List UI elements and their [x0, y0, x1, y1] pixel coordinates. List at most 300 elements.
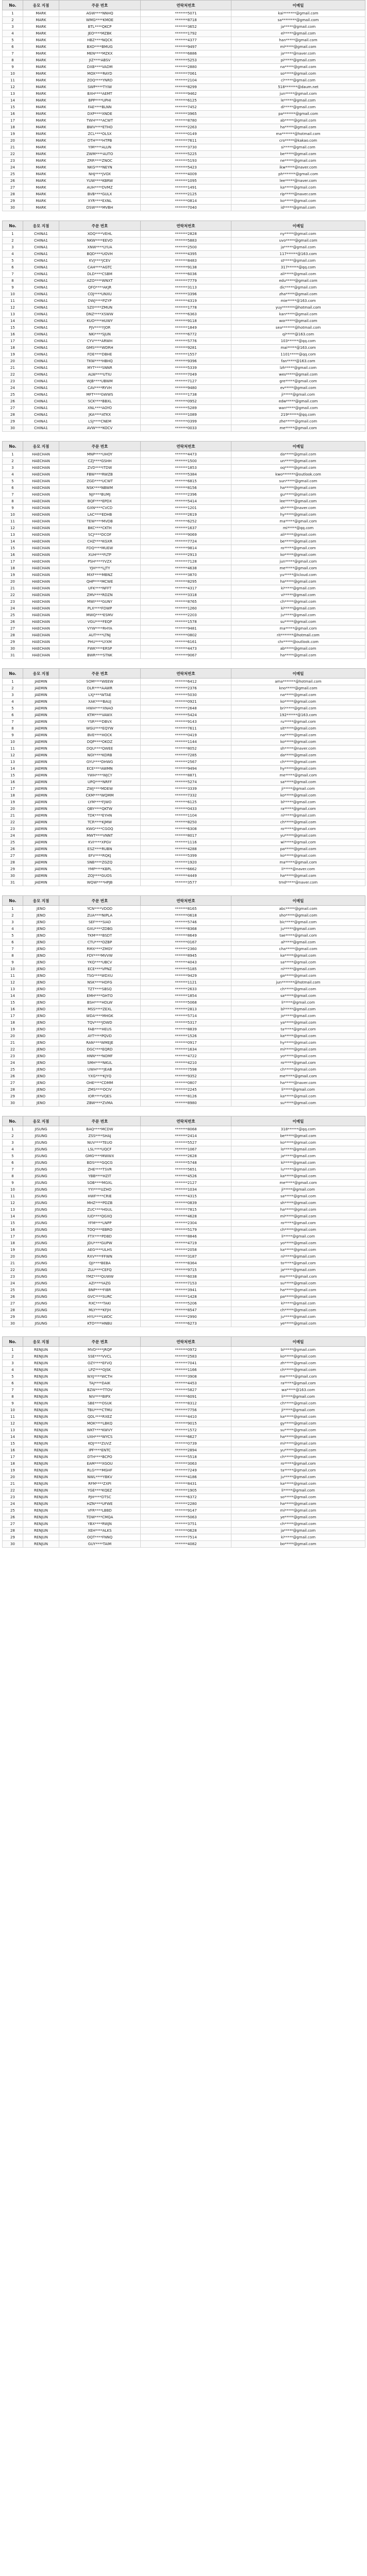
table-row: [3, 1387, 365, 1394]
phone-cell: *******8068: [141, 1126, 231, 1133]
region-cell: JENO: [23, 1006, 59, 1013]
row-number: 11: [3, 518, 23, 525]
email-cell: ka*****@gmail.com: [231, 1247, 365, 1253]
region-cell: JENO: [23, 1087, 59, 1093]
row-number: 15: [3, 1220, 23, 1227]
row-number: 30: [3, 1100, 23, 1107]
region-cell: JISUNG: [23, 1220, 59, 1227]
table-row: [3, 959, 365, 966]
table-row: [3, 819, 365, 826]
order-number-cell: LSJ****CNEM: [59, 418, 141, 425]
winner-table-jeno: [2, 895, 365, 1107]
region-cell: RENJUN: [23, 1521, 59, 1528]
header-order-number: 주문 번호: [59, 442, 141, 451]
phone-cell: *******3965: [141, 111, 231, 117]
phone-cell: *******9015: [141, 1420, 231, 1427]
region-cell: JAEMIN: [23, 799, 59, 806]
email-cell: li*****@naver.com: [231, 866, 365, 873]
email-cell: yu*****@icloud.com: [231, 572, 365, 579]
email-cell: wes*****@gmail.com: [231, 371, 365, 378]
table-header-row: [3, 221, 365, 231]
phone-cell: *******5068: [141, 999, 231, 1006]
email-cell: 219******@qq.com: [231, 412, 365, 418]
phone-cell: *******3908: [141, 1374, 231, 1380]
table-row: [3, 1274, 365, 1280]
order-number-cell: TSG****WDXU: [59, 973, 141, 979]
region-cell: CHINA1: [23, 298, 59, 304]
phone-cell: *******7611: [141, 725, 231, 732]
row-number: 9: [3, 505, 23, 512]
table-row: [3, 378, 365, 385]
row-number: 23: [3, 1274, 23, 1280]
email-cell: uvo*****@gmail.com: [231, 238, 365, 244]
header-email: 이메일: [231, 1337, 365, 1347]
email-cell: ny*****@gmail.com: [231, 231, 365, 238]
row-number: 30: [3, 873, 23, 879]
order-number-cell: EAM****XGOU: [59, 1461, 141, 1467]
table-row: [3, 1193, 365, 1200]
phone-cell: *******2583: [141, 1353, 231, 1360]
table-row: [3, 652, 365, 659]
row-number: 3: [3, 465, 23, 471]
order-number-cell: UFK****NFFT: [59, 585, 141, 592]
table-row: [3, 879, 365, 886]
phone-cell: *******1067: [141, 1146, 231, 1153]
email-cell: bri*****@gmail.com: [231, 705, 365, 712]
region-cell: JAEMIN: [23, 699, 59, 705]
order-number-cell: IOR****VQES: [59, 1093, 141, 1100]
table-row: [3, 866, 365, 873]
region-cell: RENJUN: [23, 1461, 59, 1467]
table-row: [3, 171, 365, 178]
winner-table-mark: [2, 0, 365, 211]
email-cell: yu*****@gmail.com: [231, 833, 365, 839]
phone-cell: *******2567: [141, 759, 231, 766]
email-cell: ha*****@naver.com: [231, 1080, 365, 1087]
phone-cell: *******6886: [141, 50, 231, 57]
order-number-cell: ZRR****ZNOC: [59, 158, 141, 164]
table-row: [3, 124, 365, 131]
region-cell: HAECHAN: [23, 579, 59, 585]
order-number-cell: MEN****MZKX: [59, 50, 141, 57]
row-number: 9: [3, 1180, 23, 1187]
order-number-cell: BVB****GULX: [59, 191, 141, 198]
table-row: [3, 1407, 365, 1414]
table-row: [3, 565, 365, 572]
phone-cell: *******5746: [141, 919, 231, 926]
order-number-cell: HWF****CRIE: [59, 1193, 141, 1200]
region-cell: HAECHAN: [23, 492, 59, 498]
phone-cell: *******9118: [141, 318, 231, 325]
table-row: [3, 685, 365, 692]
table-row: [3, 425, 365, 432]
row-number: 14: [3, 1434, 23, 1440]
region-cell: JENO: [23, 959, 59, 966]
order-number-cell: SEF****SIAD: [59, 919, 141, 926]
email-cell: bo*****@gmail.com: [231, 1541, 365, 1548]
email-cell: wi*****@gmail.com: [231, 839, 365, 846]
region-cell: JENO: [23, 939, 59, 946]
row-number: 6: [3, 485, 23, 492]
row-number: 15: [3, 325, 23, 331]
order-number-cell: CTU****OZBP: [59, 939, 141, 946]
header-no: No.: [3, 1, 23, 10]
table-row: [3, 398, 365, 405]
header-region: 응모 지점: [23, 221, 59, 231]
email-cell: so*****@gmail.com: [231, 1494, 365, 1501]
order-number-cell: EMH****GHTO: [59, 993, 141, 999]
email-cell: wor*****@gmail.com: [231, 318, 365, 325]
table-row: [3, 358, 365, 365]
table-row: [3, 184, 365, 191]
region-cell: JAEMIN: [23, 745, 59, 752]
phone-cell: *******4410: [141, 1414, 231, 1420]
table-row: [3, 1173, 365, 1180]
table-row: [3, 10, 365, 17]
table-row: [3, 1166, 365, 1173]
region-cell: JENO: [23, 1060, 59, 1066]
phone-cell: *******9069: [141, 532, 231, 538]
row-number: 1: [3, 906, 23, 912]
table-row: [3, 705, 365, 712]
region-cell: RENJUN: [23, 1427, 59, 1434]
row-number: 23: [3, 599, 23, 605]
row-number: 3: [3, 1360, 23, 1367]
region-cell: HAECHAN: [23, 538, 59, 545]
order-number-cell: AZI****IAZG: [59, 1280, 141, 1287]
order-number-cell: XUH****FLTP: [59, 552, 141, 558]
phone-cell: *******1557: [141, 351, 231, 358]
phone-cell: *******1572: [141, 1427, 231, 1434]
row-number: 2: [3, 17, 23, 24]
row-number: 30: [3, 1320, 23, 1327]
table-row: [3, 732, 365, 739]
region-cell: MARK: [23, 30, 59, 37]
table-row: [3, 30, 365, 37]
email-cell: me*****@gmail.com: [231, 1180, 365, 1187]
email-cell: ki*****@gmail.com: [231, 1300, 365, 1307]
order-number-cell: ZMV****RDZN: [59, 592, 141, 599]
table-row: [3, 1474, 365, 1481]
order-number-cell: NIV****BIPX: [59, 1394, 141, 1400]
region-cell: HAECHAN: [23, 552, 59, 558]
table-row: [3, 1467, 365, 1474]
region-cell: CHINA1: [23, 418, 59, 425]
row-number: 23: [3, 158, 23, 164]
region-cell: JAEMIN: [23, 739, 59, 745]
email-cell: ma*****@gmail.com: [231, 859, 365, 866]
email-cell: dic*****@gmail.com: [231, 284, 365, 291]
phone-cell: *******2628: [141, 1153, 231, 1160]
region-cell: MARK: [23, 57, 59, 64]
phone-cell: *******5063: [141, 1514, 231, 1521]
table-row: [3, 71, 365, 77]
order-number-cell: LYM****FJWO: [59, 799, 141, 806]
phone-cell: *******8839: [141, 1026, 231, 1033]
row-number: 4: [3, 30, 23, 37]
region-cell: JISUNG: [23, 1126, 59, 1133]
region-cell: RENJUN: [23, 1347, 59, 1353]
table-row: [3, 138, 365, 144]
row-number: 29: [3, 1314, 23, 1320]
email-cell: yo*****@gmail.com: [231, 1053, 365, 1060]
table-row: [3, 1093, 365, 1100]
header-email: 이메일: [231, 896, 365, 906]
region-cell: JISUNG: [23, 1200, 59, 1207]
email-cell: 1101*****@qq.com: [231, 351, 365, 358]
region-cell: MARK: [23, 64, 59, 71]
table-row: [3, 1320, 365, 1327]
region-cell: HAECHAN: [23, 485, 59, 492]
order-number-cell: WGU****EQYW: [59, 725, 141, 732]
order-number-cell: ZBW****ZVMA: [59, 1100, 141, 1107]
table-header-row: [3, 1, 365, 10]
region-cell: JAEMIN: [23, 712, 59, 719]
phone-cell: *******5289: [141, 405, 231, 412]
region-cell: MARK: [23, 24, 59, 30]
order-number-cell: CAH****AGTC: [59, 264, 141, 271]
phone-cell: *******9143: [141, 719, 231, 725]
region-cell: CHINA1: [23, 264, 59, 271]
phone-cell: *******5424: [141, 712, 231, 719]
order-number-cell: ZWJ****MDEW: [59, 786, 141, 792]
phone-cell: *******2414: [141, 1133, 231, 1140]
table-row: [3, 512, 365, 518]
row-number: 4: [3, 1367, 23, 1374]
order-number-cell: BXH****AEMT: [59, 91, 141, 97]
email-cell: mai*****@163.com: [231, 345, 365, 351]
row-number: 17: [3, 786, 23, 792]
row-number: 2: [3, 238, 23, 244]
row-number: 26: [3, 619, 23, 625]
table-row: [3, 158, 365, 164]
email-cell: kan*****@gmail.com: [231, 311, 365, 318]
table-row: [3, 258, 365, 264]
region-cell: JENO: [23, 1040, 59, 1046]
order-number-cell: RAN****WMEJE: [59, 1040, 141, 1046]
region-cell: JISUNG: [23, 1287, 59, 1294]
row-number: 30: [3, 425, 23, 432]
phone-cell: *******5071: [141, 10, 231, 17]
phone-cell: *******4082: [141, 1541, 231, 1548]
row-number: 28: [3, 1087, 23, 1093]
region-cell: CHINA1: [23, 331, 59, 338]
region-cell: JAEMIN: [23, 812, 59, 819]
table-row: [3, 986, 365, 993]
phone-cell: *******3941: [141, 1287, 231, 1294]
email-cell: ab*****@gmail.com: [231, 117, 365, 124]
order-number-cell: MWI****GUNY: [59, 599, 141, 605]
row-number: 24: [3, 833, 23, 839]
row-number: 19: [3, 799, 23, 806]
email-cell: sit*****@gmail.com: [231, 725, 365, 732]
row-number: 13: [3, 532, 23, 538]
order-number-cell: RLG****MGHF: [59, 1467, 141, 1474]
phone-cell: *******1854: [141, 993, 231, 999]
email-cell: ro*****@gmail.com: [231, 1461, 365, 1467]
order-number-cell: ECE****VPNZ: [59, 966, 141, 973]
email-cell: abc*****@gmail.com: [231, 906, 365, 912]
region-cell: JAEMIN: [23, 779, 59, 786]
table-row: [3, 144, 365, 151]
table-row: [3, 318, 365, 325]
table-row: [3, 1367, 365, 1374]
winner-table-renjun: [2, 1336, 365, 1548]
row-number: 9: [3, 959, 23, 966]
email-cell: ama*******@hotmail.com: [231, 679, 365, 685]
phone-cell: *******1637: [141, 525, 231, 532]
region-cell: HAECHAN: [23, 558, 59, 565]
email-cell: ko*****@gmail.com: [231, 198, 365, 205]
region-cell: JISUNG: [23, 1213, 59, 1220]
table-row: [3, 304, 365, 311]
region-cell: JISUNG: [23, 1267, 59, 1274]
order-number-cell: BNP****FIBR: [59, 1287, 141, 1294]
row-number: 21: [3, 812, 23, 819]
order-number-cell: KTM****VAWX: [59, 712, 141, 719]
region-cell: CHINA1: [23, 311, 59, 318]
phone-cell: *******5206: [141, 1300, 231, 1307]
region-cell: MARK: [23, 138, 59, 144]
row-number: 4: [3, 1146, 23, 1153]
table-row: [3, 371, 365, 378]
email-cell: me*****@gmail.com: [231, 425, 365, 432]
phone-cell: *******2990: [141, 1314, 231, 1320]
email-cell: ha*****@gmail.com: [231, 1434, 365, 1440]
order-number-cell: DQU****QWEE: [59, 745, 141, 752]
table-row: [3, 325, 365, 331]
row-number: 28: [3, 859, 23, 866]
phone-cell: *******8312: [141, 1400, 231, 1407]
order-number-cell: DXP****XNDE: [59, 111, 141, 117]
order-number-cell: BWV****ETHO: [59, 124, 141, 131]
table-row: [3, 91, 365, 97]
row-number: 27: [3, 184, 23, 191]
table-row: [3, 599, 365, 605]
region-cell: JAEMIN: [23, 725, 59, 732]
email-cell: rit*******@hotmail.com: [231, 632, 365, 639]
region-cell: JENO: [23, 946, 59, 953]
phone-cell: *******3751: [141, 1521, 231, 1528]
region-cell: JENO: [23, 986, 59, 993]
phone-cell: *******4722: [141, 1053, 231, 1060]
row-number: 23: [3, 1053, 23, 1060]
email-cell: gu*****@gmail.com: [231, 492, 365, 498]
order-number-cell: TZT****SBSQ: [59, 986, 141, 993]
phone-cell: *******3063: [141, 1461, 231, 1467]
phone-cell: *******8431: [141, 1481, 231, 1487]
region-cell: MARK: [23, 50, 59, 57]
region-cell: HAECHAN: [23, 525, 59, 532]
header-phone: 연락처번호: [141, 669, 231, 679]
table-row: [3, 1300, 365, 1307]
region-cell: HAECHAN: [23, 518, 59, 525]
region-cell: MARK: [23, 84, 59, 91]
table-row: [3, 799, 365, 806]
order-number-cell: SOB****MGXL: [59, 1180, 141, 1187]
order-number-cell: LPZ****OJSK: [59, 1367, 141, 1374]
phone-cell: *******1428: [141, 1294, 231, 1300]
row-number: 26: [3, 1514, 23, 1521]
email-cell: ja*****@gmail.com: [231, 1267, 365, 1274]
phone-cell: *******7598: [141, 1066, 231, 1073]
order-number-cell: VGU****FEQP: [59, 619, 141, 625]
table-row: [3, 585, 365, 592]
row-number: 12: [3, 304, 23, 311]
row-number: 22: [3, 371, 23, 378]
email-cell: ji*****@gmail.com: [231, 392, 365, 398]
phone-cell: *******9067: [141, 652, 231, 659]
table-row: [3, 725, 365, 732]
row-number: 29: [3, 418, 23, 425]
row-number: 16: [3, 1227, 23, 1233]
phone-cell: *******0433: [141, 806, 231, 812]
row-number: 15: [3, 772, 23, 779]
table-row: [3, 853, 365, 859]
table-row: [3, 1126, 365, 1133]
row-number: 16: [3, 552, 23, 558]
row-number: 27: [3, 405, 23, 412]
table-row: [3, 1220, 365, 1227]
order-number-cell: PSH****YVZX: [59, 558, 141, 565]
phone-cell: *******6273: [141, 1320, 231, 1327]
order-number-cell: KWG****CGOQ: [59, 826, 141, 833]
phone-cell: *******5714: [141, 1013, 231, 1020]
table-row: [3, 812, 365, 819]
header-region: 응모 지점: [23, 1, 59, 10]
row-number: 19: [3, 1247, 23, 1253]
region-cell: JISUNG: [23, 1153, 59, 1160]
header-order-number: 주문 번호: [59, 1337, 141, 1347]
phone-cell: *******0399: [141, 418, 231, 425]
order-number-cell: XAK****BAUJ: [59, 699, 141, 705]
phone-cell: *******0952: [141, 398, 231, 405]
email-cell: ch*****@gmail.com: [231, 759, 365, 766]
table-row: [3, 1394, 365, 1400]
order-number-cell: DTH****HTPB: [59, 138, 141, 144]
region-cell: JENO: [23, 1020, 59, 1026]
email-cell: ko*****@gmail.com: [231, 1140, 365, 1146]
email-cell: be*****@gmail.com: [231, 151, 365, 158]
order-number-cell: NWL****YBKV: [59, 1474, 141, 1481]
row-number: 17: [3, 1013, 23, 1020]
email-cell: edw*****@gmail.com: [231, 398, 365, 405]
table-row: [3, 552, 365, 558]
order-number-cell: WJB****UBWM: [59, 378, 141, 385]
table-row: [3, 1440, 365, 1447]
email-cell: st*****@gmail.com: [231, 258, 365, 264]
table-row: [3, 1020, 365, 1026]
table-row: [3, 933, 365, 939]
region-cell: MARK: [23, 44, 59, 50]
email-cell: mi*****@gmail.com: [231, 1507, 365, 1514]
order-number-cell: DWJ****PZYP: [59, 298, 141, 304]
order-number-cell: ZHE****TSVR: [59, 1166, 141, 1173]
order-number-cell: CKM****WQMM: [59, 792, 141, 799]
order-number-cell: QHP****MCWE: [59, 579, 141, 585]
phone-cell: *******2894: [141, 1447, 231, 1454]
email-cell: ch*****@gmail.com: [231, 1454, 365, 1461]
row-number: 6: [3, 939, 23, 946]
region-cell: JAEMIN: [23, 766, 59, 772]
order-number-cell: AGW****NNHQ: [59, 10, 141, 17]
order-number-cell: YFM****LNPP: [59, 1220, 141, 1227]
region-cell: MARK: [23, 158, 59, 164]
table-row: [3, 17, 365, 24]
row-number: 14: [3, 993, 23, 999]
table-row: [3, 692, 365, 699]
phone-cell: *******2263: [141, 124, 231, 131]
